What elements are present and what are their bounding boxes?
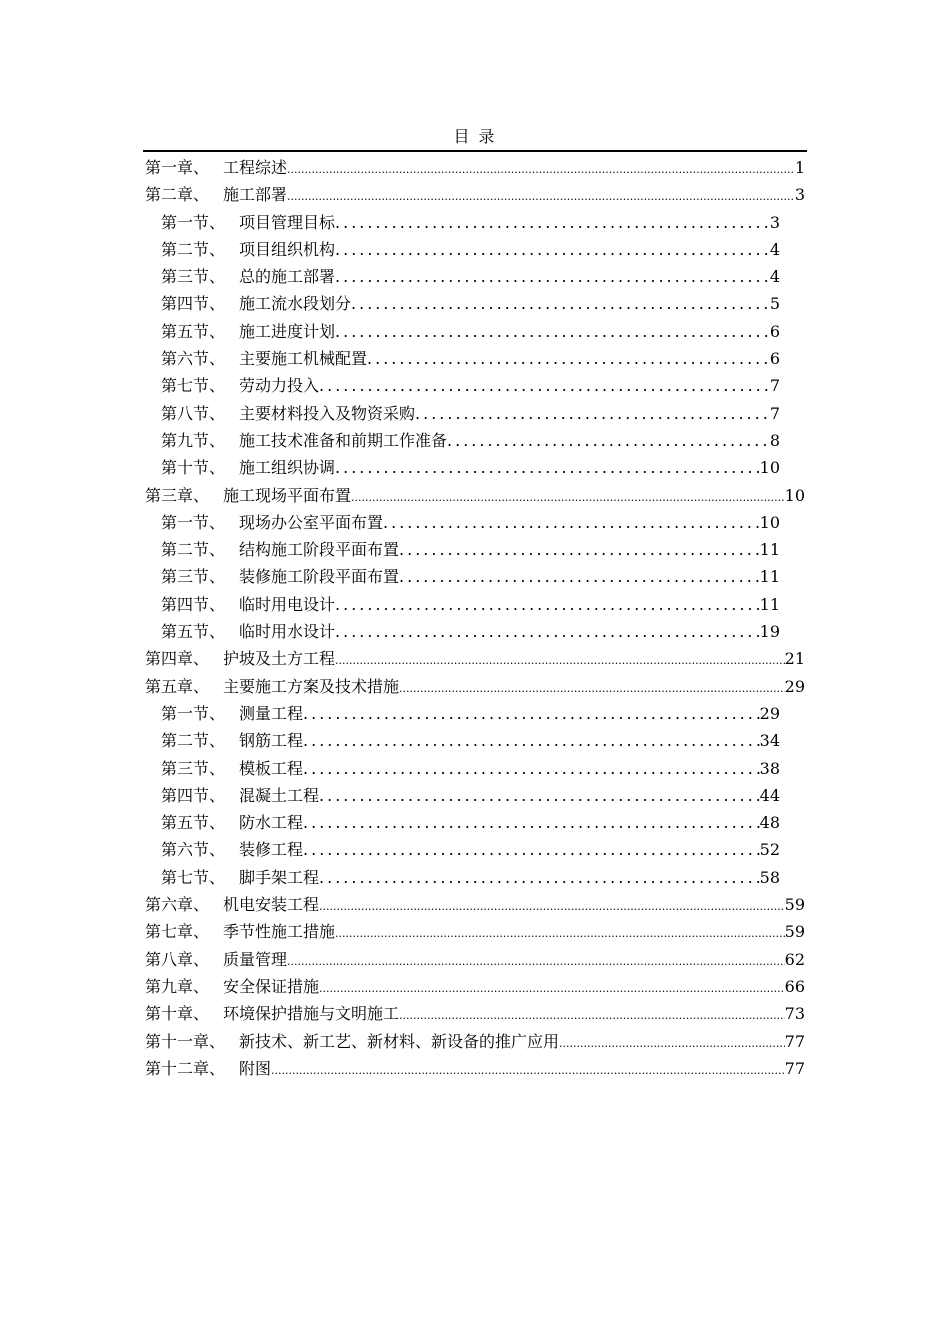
entry-page-number: 7 <box>769 376 780 396</box>
toc-chapter-entry[interactable] <box>143 891 807 918</box>
toc-chapter-entry[interactable] <box>143 973 807 1000</box>
entry-page-number: 7 <box>769 403 780 423</box>
toc-section-entry[interactable] <box>143 209 807 236</box>
dot-leader <box>335 618 760 645</box>
entry-label: 钢筋工程 <box>239 731 304 751</box>
toc-chapter-entry[interactable] <box>143 673 807 700</box>
entry-number: 第三章、 <box>145 485 210 505</box>
toc-section-entry[interactable] <box>143 454 807 481</box>
dot-leader <box>303 700 760 727</box>
entry-page-number: 66 <box>784 976 805 996</box>
toc-section-entry[interactable] <box>143 591 807 618</box>
dot-leader <box>367 345 770 372</box>
dot-leader <box>303 836 760 863</box>
entry-number: 第四节、 <box>161 594 226 614</box>
dot-leader <box>319 782 760 809</box>
entry-number: 第六节、 <box>161 349 226 369</box>
entry-number: 第五节、 <box>161 622 226 642</box>
dot-leader <box>335 209 770 236</box>
toc-section-entry[interactable] <box>143 318 807 345</box>
toc-chapter-entry[interactable] <box>143 645 807 672</box>
entry-page-number: 4 <box>769 239 780 259</box>
entry-label: 测量工程 <box>239 703 304 723</box>
entry-page-number: 21 <box>784 649 805 669</box>
entry-label: 季节性施工措施 <box>223 922 336 942</box>
entry-label: 临时用水设计 <box>239 622 336 642</box>
entry-label: 结构施工阶段平面布置 <box>239 540 400 560</box>
toc-chapter-entry[interactable] <box>143 482 807 509</box>
toc-section-entry[interactable] <box>143 345 807 372</box>
entry-number: 第三节、 <box>161 567 226 587</box>
entry-page-number: 10 <box>759 512 780 532</box>
entry-number: 第十一章、 <box>145 1031 226 1051</box>
entry-label: 施工组织协调 <box>239 458 336 478</box>
entry-label: 装修工程 <box>239 840 304 860</box>
toc-section-entry[interactable] <box>143 618 807 645</box>
entry-label: 施工部署 <box>223 185 288 205</box>
entry-page-number: 1 <box>794 158 805 177</box>
entry-page-number: 5 <box>769 294 780 314</box>
entry-label: 防水工程 <box>239 813 304 833</box>
dot-leader <box>335 647 785 674</box>
toc-chapter-entry[interactable] <box>143 1028 807 1055</box>
dot-leader <box>319 372 770 399</box>
entry-label: 施工技术准备和前期工作准备 <box>239 430 448 450</box>
toc-section-entry[interactable] <box>143 563 807 590</box>
entry-number: 第一节、 <box>161 512 226 532</box>
dot-leader <box>447 427 770 454</box>
entry-number: 第八节、 <box>161 403 226 423</box>
entry-page-number: 29 <box>759 703 780 723</box>
entry-label: 脚手架工程 <box>239 867 320 887</box>
entry-label: 临时用电设计 <box>239 594 336 614</box>
entry-number: 第六章、 <box>145 895 210 915</box>
toc-section-entry[interactable] <box>143 427 807 454</box>
dot-leader <box>303 809 760 836</box>
entry-label: 总的施工部署 <box>239 267 336 287</box>
entry-label: 护坡及土方工程 <box>223 649 336 669</box>
entry-number: 第七节、 <box>161 867 226 887</box>
entry-number: 第十章、 <box>145 1004 210 1024</box>
entry-number: 第十节、 <box>161 458 226 478</box>
entry-label: 环境保护措施与文明施工 <box>223 1004 400 1024</box>
toc-section-entry[interactable] <box>143 236 807 263</box>
toc-section-entry[interactable] <box>143 700 807 727</box>
entry-page-number: 34 <box>759 731 780 751</box>
entry-label: 施工流水段划分 <box>239 294 352 314</box>
dot-leader <box>335 263 770 290</box>
toc-section-entry[interactable] <box>143 290 807 317</box>
toc-section-entry[interactable] <box>143 836 807 863</box>
entry-label: 装修施工阶段平面布置 <box>239 567 400 587</box>
entry-label: 主要施工方案及技术措施 <box>223 676 400 696</box>
entry-page-number: 44 <box>759 785 780 805</box>
entry-page-number: 4 <box>769 267 780 287</box>
toc-chapter-entry[interactable] <box>143 181 807 208</box>
toc-list <box>143 154 807 1082</box>
entry-number: 第四节、 <box>161 785 226 805</box>
entry-number: 第五节、 <box>161 813 226 833</box>
entry-page-number: 38 <box>759 758 780 778</box>
entry-number: 第七节、 <box>161 376 226 396</box>
dot-leader <box>335 920 785 947</box>
entry-label: 质量管理 <box>223 949 288 969</box>
toc-section-entry[interactable] <box>143 864 807 891</box>
entry-number: 第二章、 <box>145 185 210 205</box>
entry-number: 第五节、 <box>161 321 226 341</box>
entry-label: 现场办公室平面布置 <box>239 512 384 532</box>
dot-leader <box>399 1002 785 1029</box>
entry-label: 混凝土工程 <box>239 785 320 805</box>
entry-number: 第十二章、 <box>145 1058 226 1078</box>
toc-chapter-entry[interactable] <box>143 1000 807 1027</box>
entry-page-number: 62 <box>784 949 805 969</box>
entry-number: 第九章、 <box>145 976 210 996</box>
entry-page-number: 6 <box>769 349 780 369</box>
entry-page-number: 10 <box>784 485 805 505</box>
dot-leader <box>319 975 785 1002</box>
entry-number: 第一节、 <box>161 703 226 723</box>
dot-leader <box>271 1057 785 1084</box>
entry-page-number: 11 <box>759 540 780 560</box>
toc-section-entry[interactable] <box>143 755 807 782</box>
entry-page-number: 48 <box>759 813 780 833</box>
entry-number: 第二节、 <box>161 731 226 751</box>
toc-chapter-entry[interactable] <box>143 1055 807 1082</box>
dot-leader <box>287 156 795 183</box>
entry-number: 第三节、 <box>161 267 226 287</box>
entry-label: 模板工程 <box>239 758 304 778</box>
dot-leader <box>319 893 785 920</box>
entry-number: 第二节、 <box>161 540 226 560</box>
entry-number: 第七章、 <box>145 922 210 942</box>
toc-chapter-entry[interactable] <box>143 946 807 973</box>
toc-section-entry[interactable] <box>143 727 807 754</box>
toc-section-entry[interactable] <box>143 509 807 536</box>
entry-number: 第六节、 <box>161 840 226 860</box>
dot-leader <box>319 864 760 891</box>
toc-title: 目 录 <box>453 127 497 146</box>
toc-section-entry[interactable] <box>143 809 807 836</box>
entry-number: 第八章、 <box>145 949 210 969</box>
entry-label: 施工进度计划 <box>239 321 336 341</box>
entry-page-number: 3 <box>794 185 805 205</box>
entry-number: 第一节、 <box>161 212 226 232</box>
entry-label: 工程综述 <box>223 158 288 177</box>
entry-number: 第四节、 <box>161 294 226 314</box>
entry-label: 新技术、新工艺、新材料、新设备的推广应用 <box>239 1031 560 1051</box>
title-rule <box>143 150 807 152</box>
dot-leader <box>559 1030 785 1057</box>
entry-page-number: 59 <box>784 895 805 915</box>
dot-leader <box>399 563 760 590</box>
toc-section-entry[interactable] <box>143 263 807 290</box>
toc-section-entry[interactable] <box>143 782 807 809</box>
entry-label: 项目管理目标 <box>239 212 336 232</box>
dot-leader <box>383 509 760 536</box>
entry-page-number: 6 <box>769 321 780 341</box>
entry-label: 项目组织机构 <box>239 239 336 259</box>
entry-label: 劳动力投入 <box>239 376 320 396</box>
toc-section-entry[interactable] <box>143 536 807 563</box>
entry-page-number: 19 <box>759 622 780 642</box>
entry-page-number: 59 <box>784 922 805 942</box>
toc-chapter-entry[interactable] <box>143 918 807 945</box>
entry-number: 第三节、 <box>161 758 226 778</box>
entry-page-number: 52 <box>759 840 780 860</box>
entry-page-number: 73 <box>784 1004 805 1024</box>
toc-section-entry[interactable] <box>143 372 807 399</box>
dot-leader <box>287 183 795 210</box>
entry-label: 机电安装工程 <box>223 895 320 915</box>
toc-section-entry[interactable] <box>143 400 807 427</box>
dot-leader <box>335 318 770 345</box>
dot-leader <box>335 236 770 263</box>
entry-page-number: 11 <box>759 594 780 614</box>
dot-leader <box>415 400 770 427</box>
dot-leader <box>399 675 785 702</box>
dot-leader <box>351 484 785 511</box>
entry-page-number: 8 <box>769 430 780 450</box>
entry-label: 主要材料投入及物资采购 <box>239 403 416 423</box>
dot-leader <box>335 454 760 481</box>
entry-page-number: 77 <box>784 1031 805 1051</box>
entry-page-number: 3 <box>769 212 780 232</box>
entry-label: 附图 <box>239 1058 272 1078</box>
entry-label: 施工现场平面布置 <box>223 485 352 505</box>
dot-leader <box>303 727 760 754</box>
entry-page-number: 77 <box>784 1058 805 1078</box>
entry-page-number: 11 <box>759 567 780 587</box>
entry-number: 第一章、 <box>145 158 210 177</box>
toc-chapter-entry[interactable] <box>143 154 807 181</box>
entry-page-number: 58 <box>759 867 780 887</box>
entry-number: 第五章、 <box>145 676 210 696</box>
dot-leader <box>287 948 785 975</box>
dot-leader <box>351 290 770 317</box>
entry-label: 主要施工机械配置 <box>239 349 368 369</box>
entry-number: 第四章、 <box>145 649 210 669</box>
entry-page-number: 10 <box>759 458 780 478</box>
dot-leader <box>303 755 760 782</box>
entry-page-number: 29 <box>784 676 805 696</box>
dot-leader <box>335 591 760 618</box>
entry-number: 第九节、 <box>161 430 226 450</box>
entry-label: 安全保证措施 <box>223 976 320 996</box>
dot-leader <box>399 536 760 563</box>
entry-number: 第二节、 <box>161 239 226 259</box>
